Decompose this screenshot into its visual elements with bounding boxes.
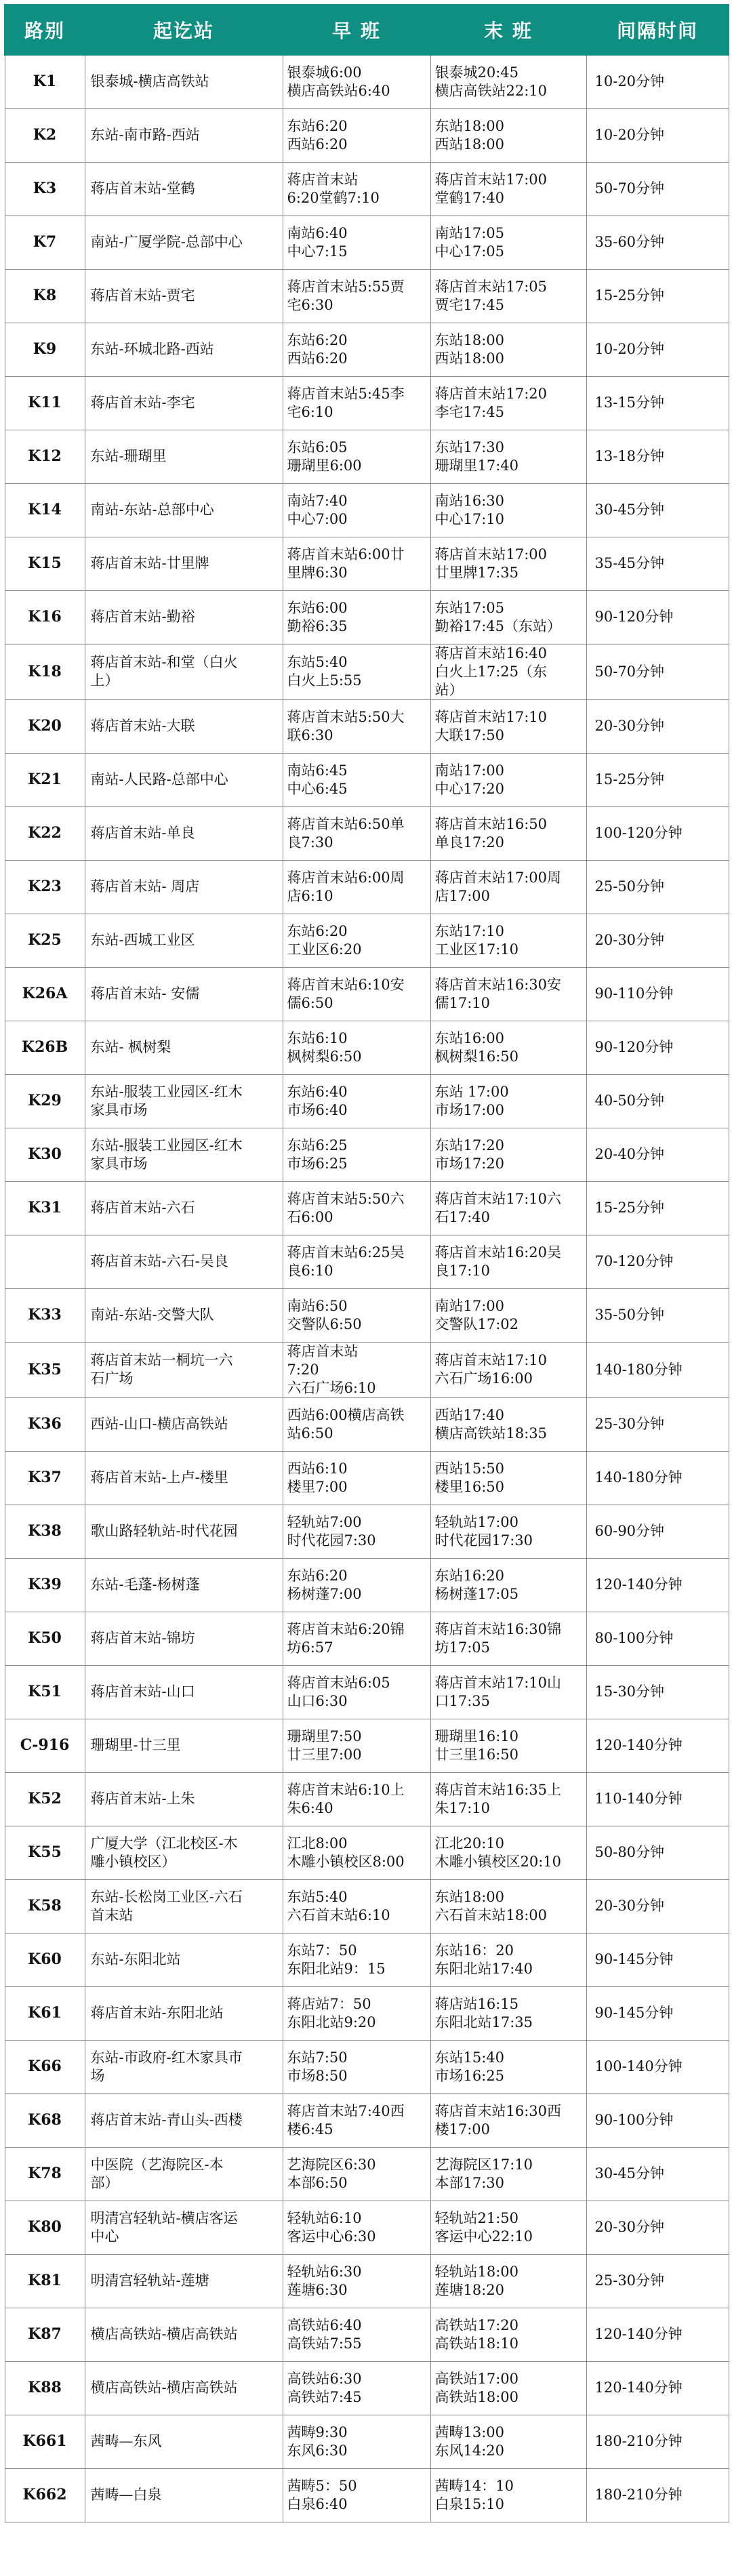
header-late: 末 班 bbox=[430, 5, 586, 55]
table-row bbox=[5, 1719, 729, 1772]
interval-cell: 35-45分钟 bbox=[586, 537, 729, 590]
early-cell: 蒋店首末站6:25吴 良6:10 bbox=[283, 1235, 430, 1288]
route-cell: K80 bbox=[5, 2201, 85, 2254]
table-row bbox=[5, 1342, 729, 1397]
table-row bbox=[5, 1665, 729, 1719]
stops-cell: 蒋店首末站-青山头-西楼 bbox=[85, 2093, 283, 2147]
table-row bbox=[5, 2361, 729, 2415]
early-cell: 江北8:00 木雕小镇校区8:00 bbox=[283, 1826, 430, 1879]
early-cell: 南站6:40 中心7:15 bbox=[283, 216, 430, 269]
stops-cell: 银泰城-横店高铁站 bbox=[85, 55, 283, 108]
stops-cell: 东站-西城工业区 bbox=[85, 914, 283, 967]
early-cell: 蒋店首末站6:00周 店6:10 bbox=[283, 860, 430, 914]
stops-cell: 东站-南市路-西站 bbox=[85, 108, 283, 162]
early-cell: 蒋店首末站6:20锦 坊6:57 bbox=[283, 1612, 430, 1665]
stops-cell: 东站-毛蓬-杨树蓬 bbox=[85, 1558, 283, 1612]
interval-cell: 13-15分钟 bbox=[586, 376, 729, 430]
late-cell: 蒋店首末站17:10山 口17:35 bbox=[430, 1665, 586, 1719]
table-row bbox=[5, 2254, 729, 2308]
late-cell: 蒋店首末站16:20吴 良17:10 bbox=[430, 1235, 586, 1288]
early-cell: 艺海院区6:30 本部6:50 bbox=[283, 2147, 430, 2201]
early-cell: 茜畴9:30 东风6:30 bbox=[283, 2415, 430, 2468]
interval-cell: 35-60分钟 bbox=[586, 216, 729, 269]
route-cell: K14 bbox=[5, 483, 85, 537]
route-cell: K7 bbox=[5, 216, 85, 269]
route-cell: K662 bbox=[5, 2468, 85, 2522]
early-cell: 蒋店首末站5:50六 石6:00 bbox=[283, 1181, 430, 1235]
table-row bbox=[5, 2201, 729, 2254]
early-cell: 蒋店首末站6:10安 儒6:50 bbox=[283, 967, 430, 1021]
late-cell: 蒋店首末站17:10六 石17:40 bbox=[430, 1181, 586, 1235]
stops-cell: 蒋店首末站-廿里牌 bbox=[85, 537, 283, 590]
table-row bbox=[5, 2468, 729, 2522]
early-cell: 蒋店首末站5:50大 联6:30 bbox=[283, 699, 430, 753]
route-cell: K37 bbox=[5, 1451, 85, 1505]
late-cell: 银泰城20:45 横店高铁站22:10 bbox=[430, 55, 586, 108]
interval-cell: 120-140分钟 bbox=[586, 2361, 729, 2415]
table-row bbox=[5, 1451, 729, 1505]
stops-cell: 东站- 枫树梨 bbox=[85, 1021, 283, 1074]
interval-cell: 10-20分钟 bbox=[586, 55, 729, 108]
table-row bbox=[5, 1128, 729, 1181]
table-row bbox=[5, 590, 729, 644]
stops-cell: 南站-人民路-总部中心 bbox=[85, 753, 283, 806]
stops-cell: 蒋店首末站一桐坑一六 石广场 bbox=[85, 1342, 283, 1397]
stops-cell: 茜畴—东风 bbox=[85, 2415, 283, 2468]
stops-cell: 东站-市政府-红木家具市 场 bbox=[85, 2040, 283, 2093]
late-cell: 东站17:10 工业区17:10 bbox=[430, 914, 586, 967]
stops-cell: 蒋店首末站-勤裕 bbox=[85, 590, 283, 644]
route-cell: K8 bbox=[5, 269, 85, 323]
early-cell: 西站6:00横店高铁 站6:50 bbox=[283, 1397, 430, 1451]
table-row bbox=[5, 1235, 729, 1288]
early-cell: 蒋店首末站6:50单 良7:30 bbox=[283, 806, 430, 860]
stops-cell: 蒋店首末站-锦坊 bbox=[85, 1612, 283, 1665]
late-cell: 东站16:20 杨树蓬17:05 bbox=[430, 1558, 586, 1612]
late-cell: 东站17:20 市场17:20 bbox=[430, 1128, 586, 1181]
route-cell: K36 bbox=[5, 1397, 85, 1451]
table-row bbox=[5, 1986, 729, 2040]
stops-cell: 蒋店首末站-堂鹤 bbox=[85, 162, 283, 216]
table-row bbox=[5, 1933, 729, 1986]
table-row bbox=[5, 753, 729, 806]
interval-cell: 120-140分钟 bbox=[586, 1558, 729, 1612]
route-cell: K25 bbox=[5, 914, 85, 967]
route-cell: K21 bbox=[5, 753, 85, 806]
table-row bbox=[5, 2093, 729, 2147]
route-cell: K68 bbox=[5, 2093, 85, 2147]
early-cell: 东站7:50 市场8:50 bbox=[283, 2040, 430, 2093]
route-cell: K11 bbox=[5, 376, 85, 430]
stops-cell: 茜畴—白泉 bbox=[85, 2468, 283, 2522]
bus-schedule-table bbox=[4, 4, 729, 2522]
table-row bbox=[5, 1826, 729, 1879]
table-row bbox=[5, 1074, 729, 1128]
route-cell: K33 bbox=[5, 1288, 85, 1342]
table-row bbox=[5, 1772, 729, 1826]
late-cell: 茜畴14：10 白泉15:10 bbox=[430, 2468, 586, 2522]
stops-cell: 中医院（艺海院区-本 部） bbox=[85, 2147, 283, 2201]
route-cell: K52 bbox=[5, 1772, 85, 1826]
table-row bbox=[5, 2308, 729, 2361]
interval-cell: 60-90分钟 bbox=[586, 1505, 729, 1558]
table-header bbox=[5, 5, 729, 55]
route-cell: K26A bbox=[5, 967, 85, 1021]
route-cell: K2 bbox=[5, 108, 85, 162]
late-cell: 南站16:30 中心17:10 bbox=[430, 483, 586, 537]
table-row bbox=[5, 1505, 729, 1558]
route-cell: K12 bbox=[5, 430, 85, 483]
early-cell: 南站6:50 交警队6:50 bbox=[283, 1288, 430, 1342]
route-cell: K66 bbox=[5, 2040, 85, 2093]
early-cell: 东站6:25 市场6:25 bbox=[283, 1128, 430, 1181]
interval-cell: 120-140分钟 bbox=[586, 2308, 729, 2361]
late-cell: 蒋店首末站16:30锦 坊17:05 bbox=[430, 1612, 586, 1665]
late-cell: 蒋店首末站17:10 六石广场16:00 bbox=[430, 1342, 586, 1397]
late-cell: 东站 17:00 市场17:00 bbox=[430, 1074, 586, 1128]
late-cell: 东站16：20 东阳北站17:40 bbox=[430, 1933, 586, 1986]
route-cell: K22 bbox=[5, 806, 85, 860]
table-row bbox=[5, 323, 729, 376]
late-cell: 蒋店首末站17:00周 店17:00 bbox=[430, 860, 586, 914]
stops-cell: 蒋店首末站-和堂（白火 上） bbox=[85, 644, 283, 699]
stops-cell: 横店高铁站-横店高铁站 bbox=[85, 2308, 283, 2361]
early-cell: 东站6:10 枫树梨6:50 bbox=[283, 1021, 430, 1074]
table-row bbox=[5, 914, 729, 967]
early-cell: 蒋店首末站 6:20堂鹤7:10 bbox=[283, 162, 430, 216]
route-cell: K55 bbox=[5, 1826, 85, 1879]
header-stops: 起讫站 bbox=[85, 5, 283, 55]
stops-cell: 东站-东阳北站 bbox=[85, 1933, 283, 1986]
table-row bbox=[5, 376, 729, 430]
late-cell: 东站18:00 六石首末站18:00 bbox=[430, 1879, 586, 1933]
route-cell: K16 bbox=[5, 590, 85, 644]
table-row bbox=[5, 967, 729, 1021]
stops-cell: 东站-服装工业园区-红木 家具市场 bbox=[85, 1074, 283, 1128]
route-cell: K51 bbox=[5, 1665, 85, 1719]
early-cell: 银泰城6:00 横店高铁站6:40 bbox=[283, 55, 430, 108]
stops-cell: 蒋店首末站- 安儒 bbox=[85, 967, 283, 1021]
late-cell: 江北20:10 木雕小镇校区20:10 bbox=[430, 1826, 586, 1879]
early-cell: 蒋店站7：50 东阳北站9:20 bbox=[283, 1986, 430, 2040]
route-cell: K23 bbox=[5, 860, 85, 914]
early-cell: 东站6:20 杨树蓬7:00 bbox=[283, 1558, 430, 1612]
route-cell: K35 bbox=[5, 1342, 85, 1397]
interval-cell: 15-25分钟 bbox=[586, 269, 729, 323]
late-cell: 西站15:50 楼里16:50 bbox=[430, 1451, 586, 1505]
table-row bbox=[5, 2147, 729, 2201]
interval-cell: 70-120分钟 bbox=[586, 1235, 729, 1288]
table-row bbox=[5, 483, 729, 537]
late-cell: 蒋店首末站16:35上 朱17:10 bbox=[430, 1772, 586, 1826]
interval-cell: 15-25分钟 bbox=[586, 1181, 729, 1235]
early-cell: 轻轨站6:10 客运中心6:30 bbox=[283, 2201, 430, 2254]
route-cell: K61 bbox=[5, 1986, 85, 2040]
table-row bbox=[5, 537, 729, 590]
stops-cell: 西站-山口-横店高铁站 bbox=[85, 1397, 283, 1451]
early-cell: 东站6:20 西站6:20 bbox=[283, 108, 430, 162]
late-cell: 蒋店首末站17:10 大联17:50 bbox=[430, 699, 586, 753]
stops-cell: 蒋店首末站-山口 bbox=[85, 1665, 283, 1719]
stops-cell: 东站-环城北路-西站 bbox=[85, 323, 283, 376]
stops-cell: 歌山路轻轨站-时代花园 bbox=[85, 1505, 283, 1558]
route-cell: K60 bbox=[5, 1933, 85, 1986]
interval-cell: 90-100分钟 bbox=[586, 2093, 729, 2147]
late-cell: 轻轨站21:50 客运中心22:10 bbox=[430, 2201, 586, 2254]
table-row bbox=[5, 806, 729, 860]
interval-cell: 90-120分钟 bbox=[586, 1021, 729, 1074]
interval-cell: 120-140分钟 bbox=[586, 1719, 729, 1772]
route-cell: K58 bbox=[5, 1879, 85, 1933]
early-cell: 蒋店首末站5:55贾 宅6:30 bbox=[283, 269, 430, 323]
stops-cell: 蒋店首末站-李宅 bbox=[85, 376, 283, 430]
early-cell: 南站7:40 中心7:00 bbox=[283, 483, 430, 537]
stops-cell: 蒋店首末站-六石-吴良 bbox=[85, 1235, 283, 1288]
header-interval: 间隔时间 bbox=[586, 5, 729, 55]
stops-cell: 明清宫轻轨站-莲塘 bbox=[85, 2254, 283, 2308]
table-row bbox=[5, 216, 729, 269]
route-cell: K50 bbox=[5, 1612, 85, 1665]
interval-cell: 140-180分钟 bbox=[586, 1451, 729, 1505]
interval-cell: 110-140分钟 bbox=[586, 1772, 729, 1826]
late-cell: 蒋店首末站16:30西 楼17:00 bbox=[430, 2093, 586, 2147]
interval-cell: 25-30分钟 bbox=[586, 1397, 729, 1451]
late-cell: 东站18:00 西站18:00 bbox=[430, 108, 586, 162]
interval-cell: 50-70分钟 bbox=[586, 644, 729, 699]
late-cell: 东站17:05 勤裕17:45（东站） bbox=[430, 590, 586, 644]
stops-cell: 东站-长松岗工业区-六石 首末站 bbox=[85, 1879, 283, 1933]
early-cell: 蒋店首末站 7:20 六石广场6:10 bbox=[283, 1342, 430, 1397]
stops-cell: 蒋店首末站-大联 bbox=[85, 699, 283, 753]
header-row bbox=[5, 5, 729, 55]
late-cell: 轻轨站17:00 时代花园17:30 bbox=[430, 1505, 586, 1558]
late-cell: 茜畴13:00 东风14:20 bbox=[430, 2415, 586, 2468]
stops-cell: 南站-广厦学院-总部中心 bbox=[85, 216, 283, 269]
interval-cell: 15-25分钟 bbox=[586, 753, 729, 806]
interval-cell: 100-120分钟 bbox=[586, 806, 729, 860]
interval-cell: 90-110分钟 bbox=[586, 967, 729, 1021]
table-row bbox=[5, 1558, 729, 1612]
early-cell: 东站5:40 白火上5:55 bbox=[283, 644, 430, 699]
interval-cell: 25-30分钟 bbox=[586, 2254, 729, 2308]
early-cell: 高铁站6:40 高铁站7:55 bbox=[283, 2308, 430, 2361]
interval-cell: 90-120分钟 bbox=[586, 590, 729, 644]
stops-cell: 南站-东站-交警大队 bbox=[85, 1288, 283, 1342]
early-cell: 东站6:05 珊瑚里6:00 bbox=[283, 430, 430, 483]
interval-cell: 10-20分钟 bbox=[586, 108, 729, 162]
route-cell bbox=[5, 1235, 85, 1288]
interval-cell: 20-30分钟 bbox=[586, 699, 729, 753]
late-cell: 珊瑚里16:10 廿三里16:50 bbox=[430, 1719, 586, 1772]
header-early: 早 班 bbox=[283, 5, 430, 55]
stops-cell: 南站-东站-总部中心 bbox=[85, 483, 283, 537]
late-cell: 蒋店首末站17:00 堂鹤17:40 bbox=[430, 162, 586, 216]
late-cell: 南站17:05 中心17:05 bbox=[430, 216, 586, 269]
stops-cell: 蒋店首末站-上朱 bbox=[85, 1772, 283, 1826]
early-cell: 东站6:00 勤裕6:35 bbox=[283, 590, 430, 644]
interval-cell: 13-18分钟 bbox=[586, 430, 729, 483]
late-cell: 高铁站17:20 高铁站18:10 bbox=[430, 2308, 586, 2361]
late-cell: 蒋店首末站17:05 贾宅17:45 bbox=[430, 269, 586, 323]
table-row bbox=[5, 162, 729, 216]
late-cell: 蒋店首末站16:30安 儒17:10 bbox=[430, 967, 586, 1021]
stops-cell: 东站-珊瑚里 bbox=[85, 430, 283, 483]
stops-cell: 蒋店首末站- 周店 bbox=[85, 860, 283, 914]
route-cell: K15 bbox=[5, 537, 85, 590]
late-cell: 蒋店首末站17:20 李宅17:45 bbox=[430, 376, 586, 430]
route-cell: C-916 bbox=[5, 1719, 85, 1772]
early-cell: 东站6:20 西站6:20 bbox=[283, 323, 430, 376]
interval-cell: 20-30分钟 bbox=[586, 2201, 729, 2254]
header-route: 路别 bbox=[5, 5, 85, 55]
table-row bbox=[5, 55, 729, 108]
route-cell: K18 bbox=[5, 644, 85, 699]
interval-cell: 90-145分钟 bbox=[586, 1986, 729, 2040]
route-cell: K20 bbox=[5, 699, 85, 753]
early-cell: 西站6:10 楼里7:00 bbox=[283, 1451, 430, 1505]
late-cell: 南站17:00 交警队17:02 bbox=[430, 1288, 586, 1342]
table-row bbox=[5, 644, 729, 699]
stops-cell: 珊瑚里-廿三里 bbox=[85, 1719, 283, 1772]
early-cell: 茜畴5：50 白泉6:40 bbox=[283, 2468, 430, 2522]
table-row bbox=[5, 699, 729, 753]
stops-cell: 蒋店首末站-上卢-楼里 bbox=[85, 1451, 283, 1505]
early-cell: 东站6:20 工业区6:20 bbox=[283, 914, 430, 967]
interval-cell: 100-140分钟 bbox=[586, 2040, 729, 2093]
stops-cell: 东站-服装工业园区-红木 家具市场 bbox=[85, 1128, 283, 1181]
stops-cell: 明清宫轻轨站-横店客运 中心 bbox=[85, 2201, 283, 2254]
interval-cell: 80-100分钟 bbox=[586, 1612, 729, 1665]
stops-cell: 蒋店首末站-六石 bbox=[85, 1181, 283, 1235]
late-cell: 西站17:40 横店高铁站18:35 bbox=[430, 1397, 586, 1451]
late-cell: 东站16:00 枫树梨16:50 bbox=[430, 1021, 586, 1074]
stops-cell: 蒋店首末站-单良 bbox=[85, 806, 283, 860]
table-row bbox=[5, 1288, 729, 1342]
early-cell: 蒋店首末站6:10上 朱6:40 bbox=[283, 1772, 430, 1826]
route-cell: K88 bbox=[5, 2361, 85, 2415]
interval-cell: 25-50分钟 bbox=[586, 860, 729, 914]
table-row bbox=[5, 108, 729, 162]
route-cell: K29 bbox=[5, 1074, 85, 1128]
table-row bbox=[5, 1181, 729, 1235]
late-cell: 东站15:40 市场16:25 bbox=[430, 2040, 586, 2093]
late-cell: 艺海院区17:10 本部17:30 bbox=[430, 2147, 586, 2201]
late-cell: 高铁站17:00 高铁站18:00 bbox=[430, 2361, 586, 2415]
table-row bbox=[5, 1397, 729, 1451]
late-cell: 蒋店首末站16:40 白火上17:25（东 站） bbox=[430, 644, 586, 699]
table-body bbox=[5, 55, 729, 2522]
early-cell: 蒋店首末站6:00廿 里牌6:30 bbox=[283, 537, 430, 590]
late-cell: 轻轨站18:00 莲塘18:20 bbox=[430, 2254, 586, 2308]
interval-cell: 140-180分钟 bbox=[586, 1342, 729, 1397]
table-row bbox=[5, 860, 729, 914]
interval-cell: 20-30分钟 bbox=[586, 914, 729, 967]
table-row bbox=[5, 1879, 729, 1933]
interval-cell: 30-45分钟 bbox=[586, 2147, 729, 2201]
table-row bbox=[5, 1612, 729, 1665]
early-cell: 高铁站6:30 高铁站7:45 bbox=[283, 2361, 430, 2415]
interval-cell: 20-40分钟 bbox=[586, 1128, 729, 1181]
stops-cell: 蒋店首末站-东阳北站 bbox=[85, 1986, 283, 2040]
early-cell: 蒋店首末站5:45李 宅6:10 bbox=[283, 376, 430, 430]
table-row bbox=[5, 2415, 729, 2468]
interval-cell: 30-45分钟 bbox=[586, 483, 729, 537]
stops-cell: 广厦大学（江北校区-木 雕小镇校区） bbox=[85, 1826, 283, 1879]
late-cell: 蒋店站16:15 东阳北站17:35 bbox=[430, 1986, 586, 2040]
late-cell: 东站17:30 珊瑚里17:40 bbox=[430, 430, 586, 483]
early-cell: 蒋店首末站7:40西 楼6:45 bbox=[283, 2093, 430, 2147]
route-cell: K78 bbox=[5, 2147, 85, 2201]
route-cell: K26B bbox=[5, 1021, 85, 1074]
early-cell: 珊瑚里7:50 廿三里7:00 bbox=[283, 1719, 430, 1772]
route-cell: K661 bbox=[5, 2415, 85, 2468]
late-cell: 南站17:00 中心17:20 bbox=[430, 753, 586, 806]
interval-cell: 50-70分钟 bbox=[586, 162, 729, 216]
route-cell: K3 bbox=[5, 162, 85, 216]
stops-cell: 横店高铁站-横店高铁站 bbox=[85, 2361, 283, 2415]
route-cell: K38 bbox=[5, 1505, 85, 1558]
interval-cell: 50-80分钟 bbox=[586, 1826, 729, 1879]
table-row bbox=[5, 269, 729, 323]
route-cell: K9 bbox=[5, 323, 85, 376]
early-cell: 东站7：50 东阳北站9：15 bbox=[283, 1933, 430, 1986]
late-cell: 蒋店首末站17:00 廿里牌17:35 bbox=[430, 537, 586, 590]
interval-cell: 90-145分钟 bbox=[586, 1933, 729, 1986]
table-row bbox=[5, 1021, 729, 1074]
early-cell: 南站6:45 中心6:45 bbox=[283, 753, 430, 806]
interval-cell: 180-210分钟 bbox=[586, 2415, 729, 2468]
route-cell: K1 bbox=[5, 55, 85, 108]
early-cell: 轻轨站7:00 时代花园7:30 bbox=[283, 1505, 430, 1558]
interval-cell: 40-50分钟 bbox=[586, 1074, 729, 1128]
interval-cell: 35-50分钟 bbox=[586, 1288, 729, 1342]
table-row bbox=[5, 430, 729, 483]
interval-cell: 180-210分钟 bbox=[586, 2468, 729, 2522]
interval-cell: 15-30分钟 bbox=[586, 1665, 729, 1719]
route-cell: K31 bbox=[5, 1181, 85, 1235]
route-cell: K81 bbox=[5, 2254, 85, 2308]
route-cell: K30 bbox=[5, 1128, 85, 1181]
late-cell: 蒋店首末站16:50 单良17:20 bbox=[430, 806, 586, 860]
interval-cell: 20-30分钟 bbox=[586, 1879, 729, 1933]
interval-cell: 10-20分钟 bbox=[586, 323, 729, 376]
late-cell: 东站18:00 西站18:00 bbox=[430, 323, 586, 376]
early-cell: 东站5:40 六石首末站6:10 bbox=[283, 1879, 430, 1933]
stops-cell: 蒋店首末站-贾宅 bbox=[85, 269, 283, 323]
early-cell: 蒋店首末站6:05 山口6:30 bbox=[283, 1665, 430, 1719]
early-cell: 东站6:40 市场6:40 bbox=[283, 1074, 430, 1128]
route-cell: K39 bbox=[5, 1558, 85, 1612]
early-cell: 轻轨站6:30 莲塘6:30 bbox=[283, 2254, 430, 2308]
table-row bbox=[5, 2040, 729, 2093]
route-cell: K87 bbox=[5, 2308, 85, 2361]
